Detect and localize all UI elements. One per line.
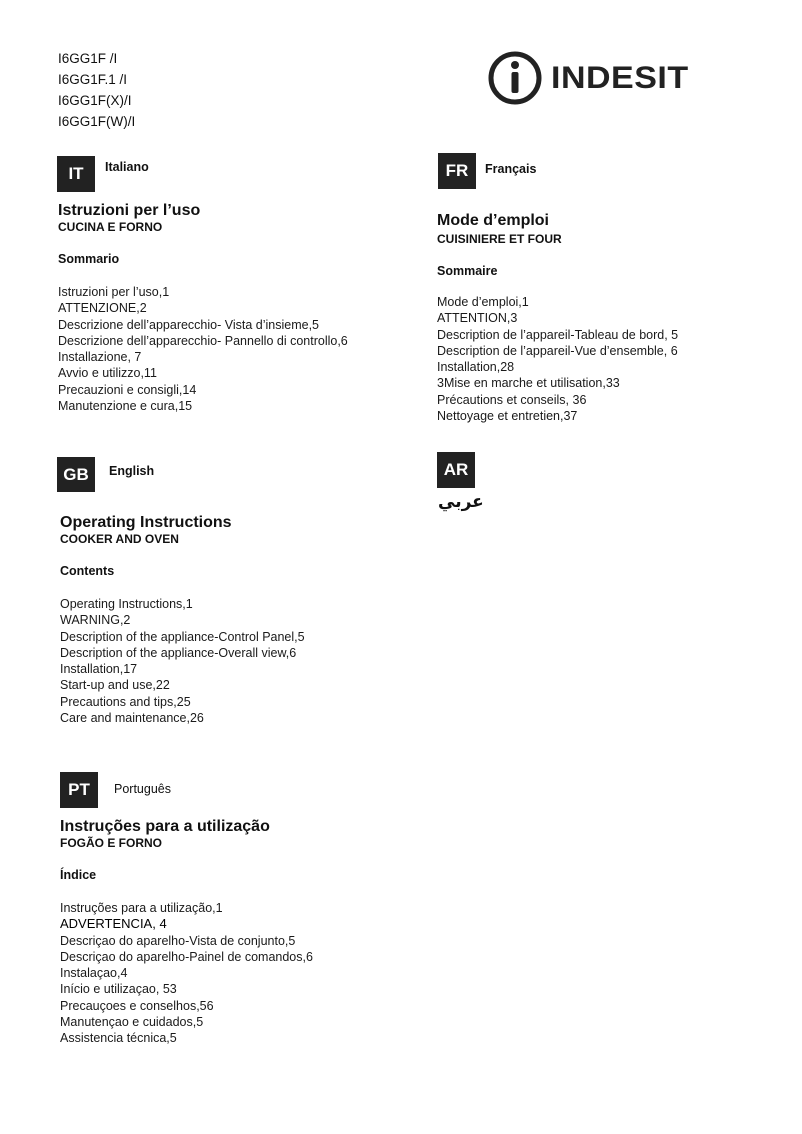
subtitle-gb: COOKER AND OVEN — [60, 532, 179, 546]
language-pt: Português — [114, 782, 171, 796]
toc-item: Manutençao e cuidados,5 — [60, 1015, 204, 1030]
toc-item: Description of the appliance-Overall view,6 — [60, 645, 297, 660]
title-pt: Instruções para a utilização — [60, 818, 270, 835]
toc-item: Installazione, 7 — [58, 350, 142, 365]
toc-item: Start-up and use,22 — [60, 678, 170, 693]
toc-item: Início e utilizaçao, 53 — [60, 982, 177, 997]
indesit-logo-icon — [487, 50, 543, 106]
toc-item: Descrizione dell’apparecchio- Vista d’insieme,5 — [58, 317, 320, 332]
subtitle-pt: FOGÃO E FORNO — [60, 836, 162, 850]
model-3: I6GG1F(X)/I — [58, 93, 132, 108]
toc-item: Avvio e utilizzo,11 — [58, 366, 157, 381]
contents-heading-it: Sommario — [58, 252, 120, 266]
language-gb: English — [109, 464, 155, 478]
toc-item: Precauçoes e conselhos,56 — [60, 998, 214, 1013]
brand-logo — [487, 49, 689, 107]
toc-item: Care and maintenance,26 — [60, 711, 204, 726]
toc-item: Nettoyage et entretien,37 — [437, 409, 578, 424]
toc-item: ATTENZIONE,2 — [58, 301, 147, 316]
brand-name: INDESIT — [551, 60, 689, 96]
title-it: Istruzioni per l’uso — [58, 202, 201, 219]
badge-pt: PT — [60, 772, 98, 808]
toc-item: Precauzioni e consigli,14 — [58, 382, 197, 397]
toc-list-pt — [60, 900, 313, 1047]
toc-item: Precautions and tips,25 — [60, 694, 191, 709]
model-4: I6GG1F(W)/I — [58, 114, 136, 129]
badge-fr: FR — [438, 153, 476, 189]
subtitle-it: CUCINA E FORNO — [58, 220, 163, 234]
toc-item: Assistencia técnica,5 — [60, 1031, 177, 1046]
toc-item: Istruzioni per l’uso,1 — [58, 285, 170, 299]
contents-heading-fr: Sommaire — [437, 264, 498, 278]
toc-item: Installation,28 — [437, 360, 515, 375]
toc-item: Descrizione dell’apparecchio- Pannello di controllo,6 — [58, 333, 348, 348]
language-fr: Français — [485, 162, 537, 176]
toc-item: 3Mise en marche et utilisation,33 — [437, 376, 620, 391]
toc-item: Instruções para a utilização,1 — [60, 901, 223, 915]
contents-heading-gb: Contents — [60, 564, 115, 578]
model-1: I6GG1F /I — [58, 51, 118, 66]
toc-item: Descriçao do aparelho-Vista de conjunto,5 — [60, 933, 296, 948]
subtitle-fr: CUISINIERE ET FOUR — [437, 232, 562, 246]
badge-gb: GB — [57, 457, 95, 492]
language-it: Italiano — [105, 160, 149, 174]
toc-list-it — [58, 284, 348, 414]
title-fr: Mode d’emploi — [437, 212, 549, 229]
toc-item: Mode d’emploi,1 — [437, 295, 529, 309]
language-ar: عربي — [438, 492, 484, 511]
toc-item: Description of the appliance-Control Panel,5 — [60, 629, 305, 644]
badge-ar: AR — [437, 452, 475, 488]
toc-item: ATTENTION,3 — [437, 311, 518, 326]
toc-item: WARNING,2 — [60, 613, 131, 628]
toc-list-fr — [437, 294, 678, 424]
toc-item: ADVERTENCIA, 4 — [60, 916, 167, 932]
badge-it: IT — [57, 156, 95, 192]
title-gb: Operating Instructions — [60, 514, 232, 531]
toc-item: Manutenzione e cura,15 — [58, 399, 193, 414]
model-2: I6GG1F.1 /I — [58, 72, 128, 87]
toc-item: Description de l’appareil-Vue d’ensemble, 6 — [437, 343, 678, 358]
toc-item: Descriçao do aparelho-Painel de comandos,6 — [60, 949, 313, 964]
toc-item: Description de l’appareil-Tableau de bord, 5 — [437, 327, 679, 342]
toc-item: Précautions et conseils, 36 — [437, 392, 587, 407]
contents-heading-pt: Índice — [60, 868, 97, 882]
toc-item: Installation,17 — [60, 662, 138, 677]
model-list — [58, 48, 135, 132]
toc-list-gb — [60, 596, 305, 726]
toc-item: Instalaçao,4 — [60, 966, 128, 981]
toc-item: Operating Instructions,1 — [60, 597, 193, 611]
